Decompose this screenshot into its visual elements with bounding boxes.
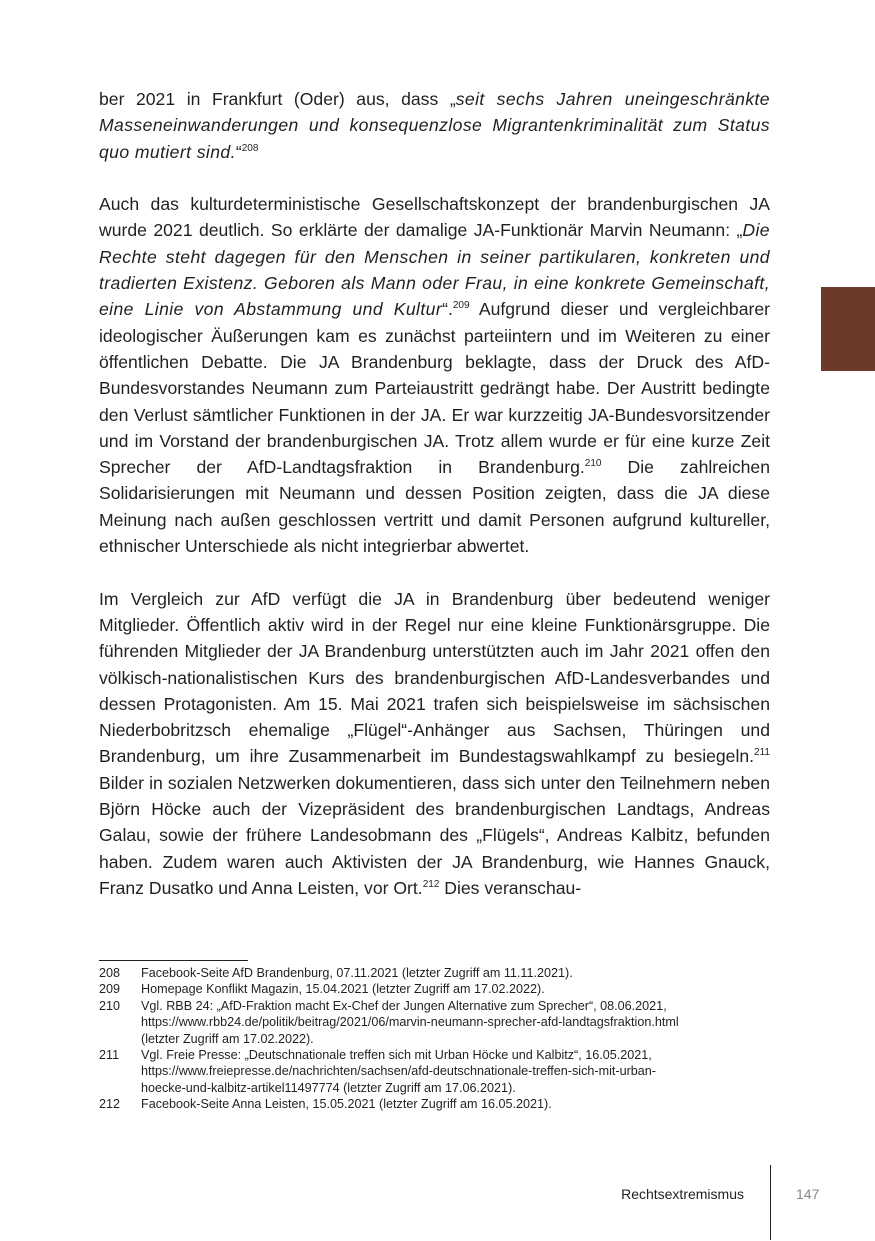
footnote-text: Homepage Konflikt Magazin, 15.04.2021 (letzter Zugriff am 17.02.2022). bbox=[141, 982, 545, 997]
footer-divider bbox=[770, 1165, 771, 1240]
footnote-211 bbox=[99, 1047, 779, 1096]
footnote-text: (letzter Zugriff am 17.02.2022). bbox=[141, 1031, 314, 1046]
footnote-link[interactable]: https://www.freiepresse.de/nachrichten/sachsen/afd-deutschnationale-treffen-sich-mit-urban- bbox=[141, 1064, 656, 1079]
footnote-separator bbox=[99, 960, 248, 961]
chapter-tab-marker bbox=[821, 287, 875, 371]
footnote-ref-210[interactable]: 210 bbox=[584, 458, 602, 470]
footnote-number: 210 bbox=[99, 998, 121, 1013]
footnote-number: 209 bbox=[99, 982, 121, 997]
footnote-number: 211 bbox=[99, 1048, 120, 1063]
footer-section-title: Rechtsextremismus bbox=[621, 1186, 744, 1202]
paragraph-2: Auch das kulturdeterministische Gesellschaftskonzept der brandenburgischen JA wurde 2021 deutlich. So erklärte der damalige JA-Funktionär Marvin Neumann: „Die Rechte steht dagegen für den Menschen in seiner partikularen, konkreten und tradierten Existenz. Geboren als Mann oder Frau, in eine konkrete Gemeinschaft, eine Linie von Abstammung und Kultur“.$^{209}$ Aufgrund dieser und vergleichbarer ideologischer Äußerungen kam es zunächst parteiintern und im Weiteren zu einer öffentlichen Debatte. Die JA Brandenburg beklagte, dass der Druck des AfD-Bundesvorstandes Neumann zum Parteiaustritt gedrängt habe. Der Austritt bedingte den Verlust sämtlicher Funktionen in der JA. Er war kurzzeitig JA-Bundesvorsitzender und im Vorstand der brandenburgischen JA. Trotz allem wurde er für eine kurze Zeit Sprecher der AfD-Landtagsfraktion in Brandenburg.$^{210}$ Die zahlreichen Solidarisierungen mit Neumann und dessen Position zeigten, dass die JA diese Meinung nach außen geschlossen vertritt und damit Personen aufgrund kultureller, ethnischer Unterschiede als nicht integrierbar abwertet. bbox=[99, 194, 770, 557]
page-number: 147 bbox=[796, 1186, 820, 1202]
footnote-ref-212[interactable]: 212 bbox=[422, 878, 440, 890]
footnote-link[interactable]: hoecke-und-kalbitz-artikel11497774 (letzter Zugriff am 17.06.2021). bbox=[141, 1080, 516, 1095]
footnote-208 bbox=[99, 965, 779, 981]
footnote-ref-209[interactable]: 209 bbox=[452, 300, 470, 312]
footnote-text: Vgl. Freie Presse: „Deutschnationale treffen sich mit Urban Höcke und Kalbitz“, 16.05.2021, bbox=[141, 1048, 652, 1063]
footnote-ref-211[interactable]: 211 bbox=[754, 747, 770, 759]
footnote-text: Facebook-Seite Anna Leisten, 15.05.2021 (letzter Zugriff am 16.05.2021). bbox=[141, 1097, 552, 1112]
footnote-text: Facebook-Seite AfD Brandenburg, 07.11.2021 (letzter Zugriff am 11.11.2021). bbox=[141, 966, 573, 980]
footnote-212 bbox=[99, 1096, 779, 1112]
footnote-link[interactable]: https://www.rbb24.de/politik/beitrag/2021/06/marvin-neumann-sprecher-afd-landtagsfraktion.html bbox=[141, 1015, 679, 1030]
footnote-number: 212 bbox=[99, 1097, 121, 1112]
footnotes bbox=[99, 965, 779, 1113]
footnote-number: 208 bbox=[99, 966, 121, 980]
footnote-209 bbox=[99, 981, 779, 997]
paragraph-1: ber 2021 in Frankfurt (Oder) aus, dass „seit sechs Jahren uneingeschränkte Masseneinwanderungen und konsequenzlose Migrantenkriminalität zum Status quo mutiert sind.“$^{208}$ bbox=[99, 89, 770, 162]
quote-1: seit sechs Jahren uneingeschränkte Masseneinwanderungen und konsequenzlose Migrantenkriminalität zum Status quo mutiert sind. bbox=[99, 89, 770, 162]
footnote-text: Vgl. RBB 24: „AfD-Fraktion macht Ex-Chef der Jungen Alternative zum Sprecher“, 08.06.2021, bbox=[141, 998, 667, 1013]
footnote-ref-208[interactable]: 208 bbox=[241, 142, 259, 154]
quote-2: Die Rechte steht dagegen für den Menschen in seiner partikularen, konkreten und tradierten Existenz. Geboren als Mann oder Frau, in eine konkrete Gemeinschaft, eine Linie von Abstammung und Kultur bbox=[99, 220, 770, 320]
paragraph-3: Im Vergleich zur AfD verfügt die JA in Brandenburg über bedeutend weniger Mitglieder. Öffentlich aktiv wird in der Regel nur eine kleine Funktionärsgruppe. Die führenden Mitglieder der JA Brandenburg unterstützten auch im Jahr 2021 offen den völkisch-nationalistischen Kurs des brandenburgischen AfD-Landesverbandes und dessen Protagonisten. Am 15. Mai 2021 trafen sich beispielsweise im sächsischen Niederbobritzsch ehemalige „Flügel“-Anhänger aus Sachsen, Thüringen und Brandenburg, um ihre Zusammenarbeit im Bundestagswahlkampf zu besiegeln.$^{211}$ Bilder in sozialen Netzwerken dokumentieren, dass sich unter den Teilnehmern neben Björn Höcke auch der Vizepräsident des brandenburgischen Landtags, Andreas Galau, sowie der frühere Landesobmann des „Flügels“, Andreas Kalbitz, befunden haben. Zudem waren auch Aktivisten der JA Brandenburg, wie Hannes Gnauck, Franz Dusatko und Anna Leisten, vor Ort.$^{212}$ Dies veranschau- bbox=[99, 588, 770, 898]
footnote-210 bbox=[99, 998, 779, 1047]
body-text bbox=[99, 86, 770, 901]
